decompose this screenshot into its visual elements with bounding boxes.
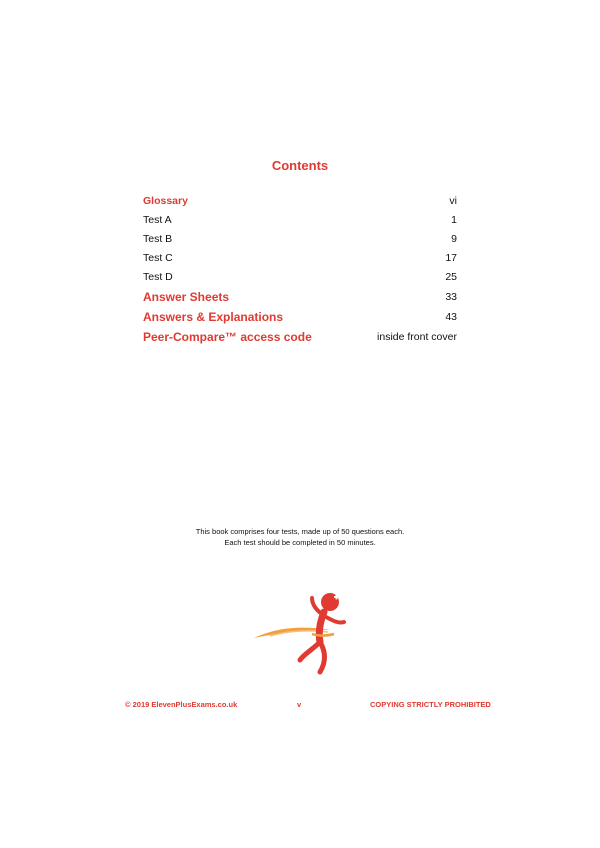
toc-entry-page: 1	[451, 214, 457, 226]
toc-entry-peer-compare[interactable]	[143, 327, 457, 347]
copyright-text: © 2019 ElevenPlusExams.co.uk	[125, 700, 238, 709]
toc-entry-page: 17	[445, 252, 457, 264]
toc-entry-page: 43	[445, 311, 457, 323]
test-info-note	[0, 526, 600, 548]
toc-entry-label: Test A	[143, 214, 172, 226]
toc-entry-label: Peer-Compare™ access code	[143, 330, 312, 344]
contents-title: Contents	[271, 158, 329, 173]
toc-entry-label: Test C	[143, 252, 173, 264]
copying-notice: COPYING STRICTLY PROHIBITED	[370, 700, 491, 709]
toc-entry-answer-sheets[interactable]	[143, 287, 457, 307]
toc-entry-page: 9	[451, 233, 457, 245]
toc-entry-label: Test B	[143, 233, 173, 245]
table-of-contents	[143, 192, 457, 347]
toc-entry-test-b[interactable]	[143, 230, 457, 249]
toc-entry-test-c[interactable]	[143, 249, 457, 268]
toc-entry-page: inside front cover	[377, 331, 457, 343]
toc-entry-page: 33	[445, 291, 457, 303]
toc-entry-label: Test D	[143, 271, 173, 283]
page-number: v	[297, 700, 302, 709]
running-figure-logo-icon	[250, 590, 350, 675]
toc-entry-test-d[interactable]	[143, 268, 457, 287]
toc-entry-label: Answer Sheets	[143, 290, 230, 304]
toc-entry-page: 25	[445, 271, 457, 283]
toc-entry-glossary[interactable]	[143, 192, 457, 211]
toc-entry-answers-explanations[interactable]	[143, 307, 457, 327]
toc-entry-label: Glossary	[143, 195, 188, 207]
toc-entry-page: vi	[449, 195, 457, 207]
toc-entry-label: Answers & Explanations	[143, 310, 284, 324]
note-line-1: This book comprises four tests, made up of 50 questions each.	[195, 527, 405, 536]
toc-entry-test-a[interactable]	[143, 211, 457, 230]
note-line-2: Each test should be completed in 50 minutes.	[224, 538, 376, 547]
